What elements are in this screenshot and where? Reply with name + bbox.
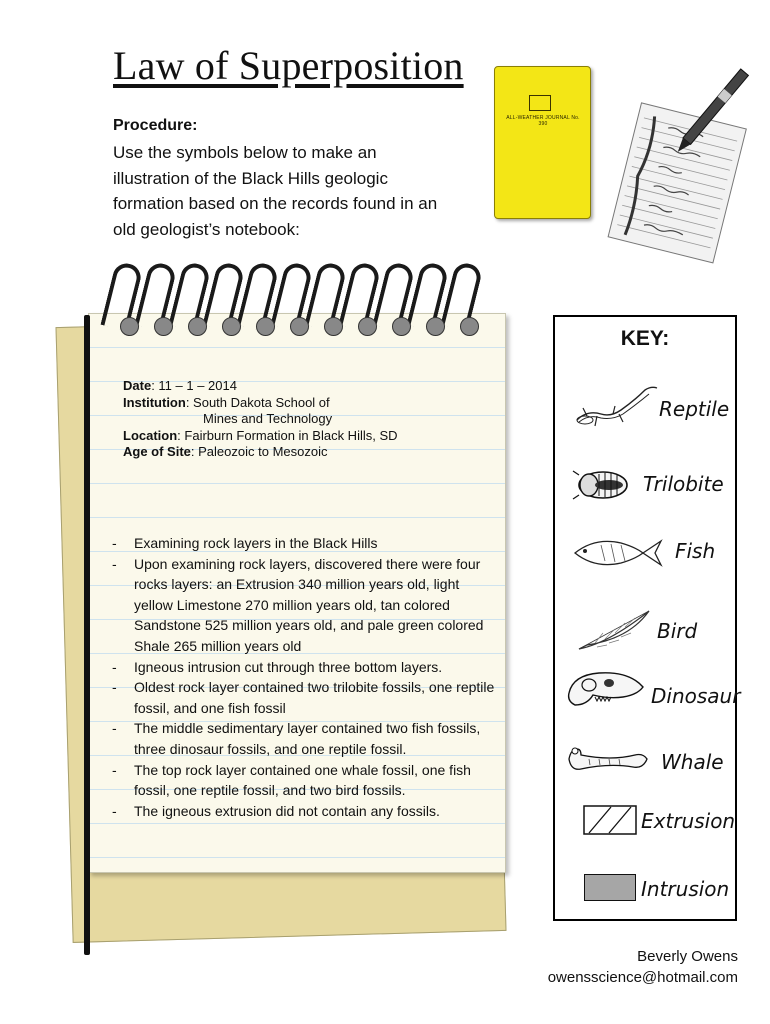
- list-item: - Upon examining rock layers, discovered there were four rocks layers: an Extrusion 340 million years old, light yellow Limestone 270 million years old, tan colored Sandstone 525 million years old, and pale green colored Shale 265 million years old: [112, 554, 497, 657]
- key-box: [553, 315, 741, 921]
- procedure-text: Use the symbols below to make an illustration of the Black Hills geologic formation based on the records found in an old geologist’s notebook:: [113, 143, 438, 239]
- dinosaur-skull-icon: [565, 669, 649, 715]
- notebook-spine: [84, 315, 90, 955]
- journal-logo-icon: [529, 95, 551, 111]
- extrusion-hatch-icon: [583, 805, 637, 835]
- institution-row: Institution: South Dakota School of: [123, 394, 330, 410]
- author-email: owensscience@hotmail.com: [547, 969, 738, 986]
- key-label-whale: Whale: [661, 750, 724, 774]
- key-label-fish: Fish: [675, 539, 716, 563]
- key-label-dinosaur: Dinosaur: [651, 684, 741, 708]
- list-item: - Oldest rock layer contained two trilobite fossils, one reptile fossil, and one fish fossil: [112, 677, 497, 718]
- notebook-notes-list: [112, 533, 497, 821]
- notebook-metadata: [123, 378, 398, 461]
- whale-bone-icon: [565, 737, 651, 773]
- procedure-label: Procedure:: [113, 117, 198, 134]
- trilobite-fossil-icon: [571, 467, 641, 503]
- old-notebook-sketch-icon: [596, 66, 756, 266]
- age-row: Age of Site: Paleozoic to Mesozoic: [123, 444, 328, 459]
- key-label-bird: Bird: [657, 619, 698, 643]
- list-item: - The middle sedimentary layer contained two fish fossils, three dinosaur fossils, and one reptile fossil.: [112, 718, 497, 759]
- page-title: Law of Superposition: [113, 43, 464, 88]
- list-item: - The top rock layer contained one whale fossil, one fish fossil, one reptile fossil, and two bird fossils.: [112, 760, 497, 801]
- journal-cover-text: ALL-WEATHER JOURNAL No. 390: [506, 115, 580, 127]
- key-label-reptile: Reptile: [659, 397, 730, 421]
- bird-feather-icon: [575, 607, 655, 653]
- key-label-extrusion: Extrusion: [641, 809, 736, 833]
- list-item: - Igneous intrusion cut through three bottom layers.: [112, 657, 497, 678]
- key-label-intrusion: Intrusion: [641, 877, 730, 901]
- fish-fossil-icon: [571, 535, 667, 571]
- key-title: KEY:: [620, 327, 670, 350]
- list-item: - Examining rock layers in the Black Hills: [112, 533, 497, 554]
- list-item: - The igneous extrusion did not contain any fossils.: [112, 801, 497, 822]
- date-row: Date: 11 – 1 – 2014: [123, 378, 237, 393]
- key-label-trilobite: Trilobite: [643, 472, 724, 496]
- journal-image: [494, 66, 591, 219]
- intrusion-gray-icon: [584, 874, 636, 901]
- author-credit: [548, 946, 738, 988]
- author-name: Beverly Owens: [637, 948, 738, 965]
- location-row: Location: Fairburn Formation in Black Hills, SD: [123, 427, 398, 443]
- institution-continued: Mines and Technology: [203, 411, 333, 426]
- reptile-fossil-icon: [573, 382, 663, 432]
